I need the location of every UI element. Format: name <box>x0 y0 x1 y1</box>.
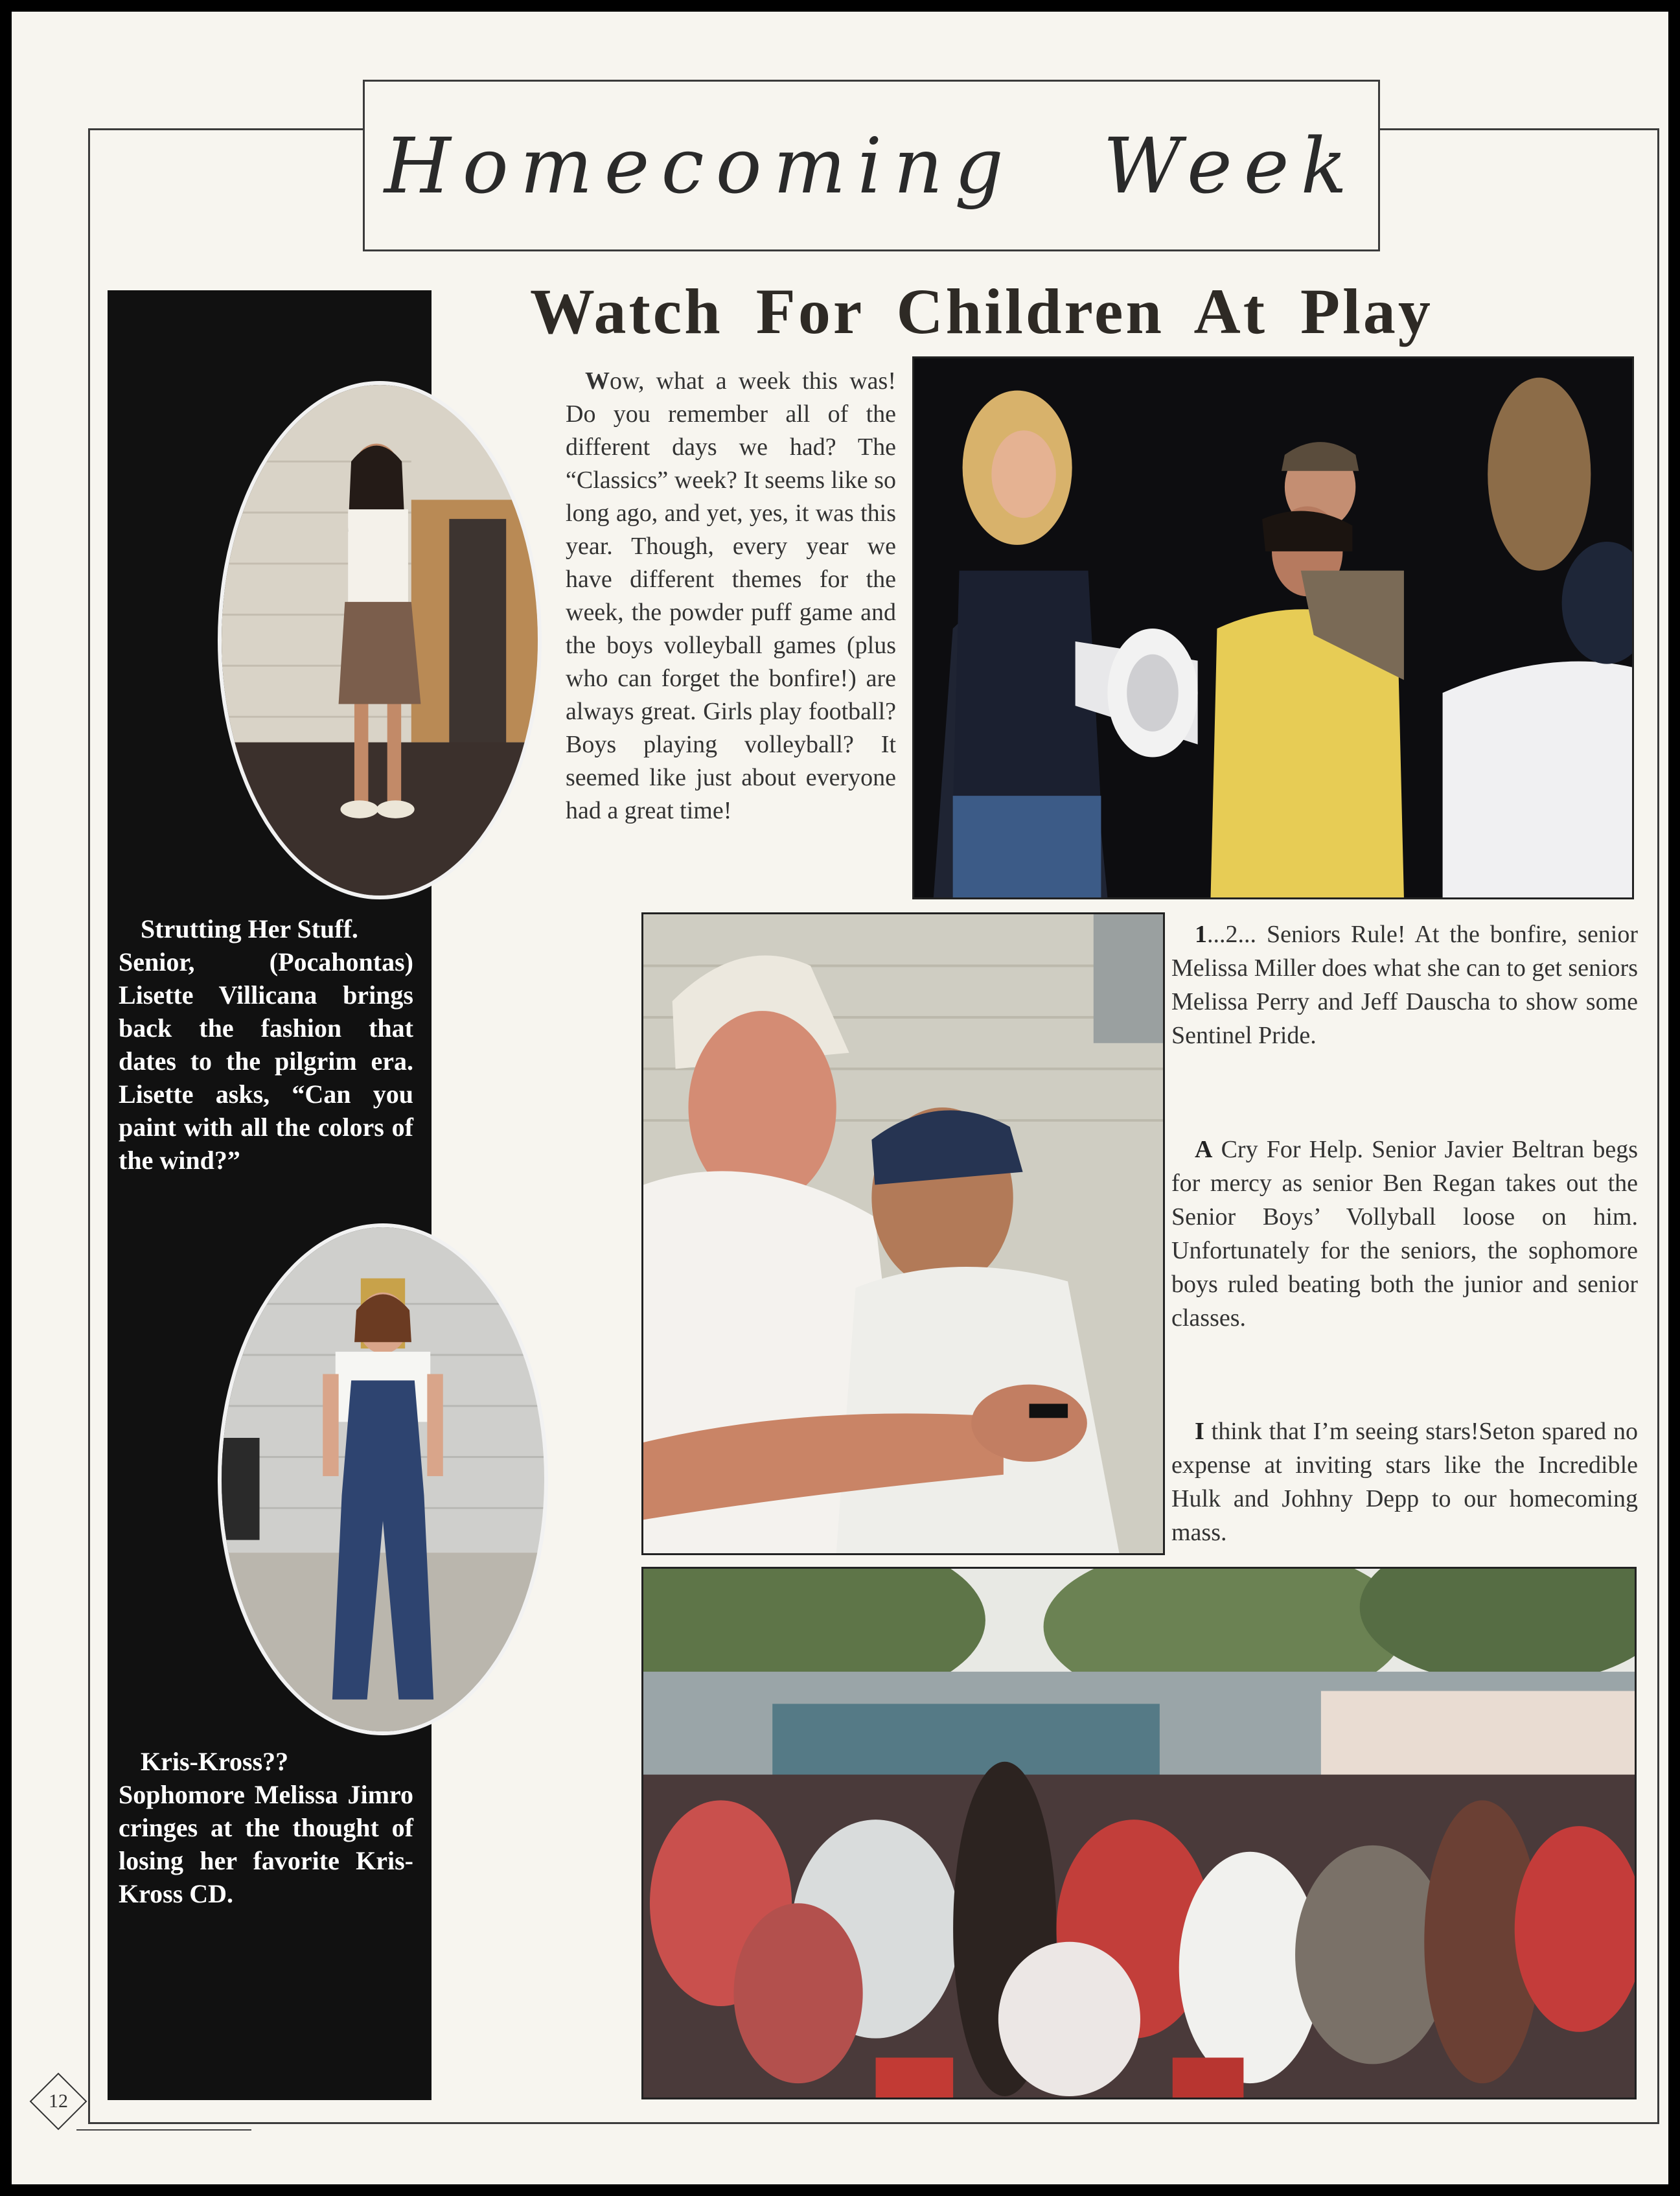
photo-bonfire-megaphone <box>912 356 1634 899</box>
caption-kris-kross <box>119 1745 413 1910</box>
section-title-box <box>363 80 1380 251</box>
yearbook-page <box>12 12 1668 2184</box>
caption-stars-text: think that I’m seeing stars!Seton spared no expense at inviting stars like the Incredible Hulk and Johhny Depp to our homecoming mass. <box>1171 1418 1638 1546</box>
photo-cry-for-help <box>641 912 1165 1555</box>
caption-stars-lead: I <box>1195 1418 1204 1445</box>
page-number-rule <box>76 2129 251 2131</box>
section-title: Homecoming Week <box>384 121 1359 211</box>
photo-kris-kross-overalls <box>218 1223 548 1735</box>
caption-strutting-text: Senior, (Pocahontas) Lisette Villicana brings back the fashion that dates to the pilgrim era. Lisette asks, “Can you paint with all the colors of the wind?” <box>119 947 413 1175</box>
caption-kris-kross-title: Kris-Kross?? <box>141 1747 289 1776</box>
photo-homecoming-mass <box>641 1567 1637 2099</box>
caption-seniors-rule-text: ...2... Seniors Rule! At the bonfire, senior Melissa Miller does what she can to get seniors Melissa Perry and Jeff Dauscha to show some Sentinel Pride. <box>1171 921 1638 1049</box>
story-drop-letter: W <box>585 367 610 395</box>
caption-cry-for-help <box>1171 1133 1638 1335</box>
caption-strutting-title: Strutting Her Stuff. <box>141 914 358 943</box>
caption-strutting <box>119 912 413 1177</box>
photo-pocahontas-costume <box>218 381 542 899</box>
page-number: 12 <box>49 2090 68 2112</box>
story-body <box>566 365 896 827</box>
caption-seniors-rule <box>1171 918 1638 1052</box>
caption-cry-for-help-text: Cry For Help. Senior Javier Beltran begs for mercy as senior Ben Regan takes out the Senior Boys’ Vollyball loose on him. Unfortunately for the seniors, the sophomore boys ruled beating both the junior and senior classes. <box>1171 1136 1638 1332</box>
caption-cry-for-help-lead: A <box>1195 1136 1213 1163</box>
headline: Watch For Children At Play <box>530 275 1433 347</box>
caption-stars <box>1171 1415 1638 1549</box>
page-number-marker <box>29 2072 87 2131</box>
caption-seniors-rule-lead: 1 <box>1195 921 1207 948</box>
caption-kris-kross-text: Sophomore Melissa Jimro cringes at the thought of losing her favorite Kris-Kross CD. <box>119 1780 413 1908</box>
story-text: ow, what a week this was! Do you remember all of the different days we had? The “Classics” week? It seems like so long ago, and yet, yes, it was this year. Though, every year we have different themes for the week, the powder puff game and the boys volleyball games (plus who can forget the bonfire!) are always great. Girls play football? Boys playing volleyball? It seemed like just about everyone had a great time! <box>566 367 896 824</box>
